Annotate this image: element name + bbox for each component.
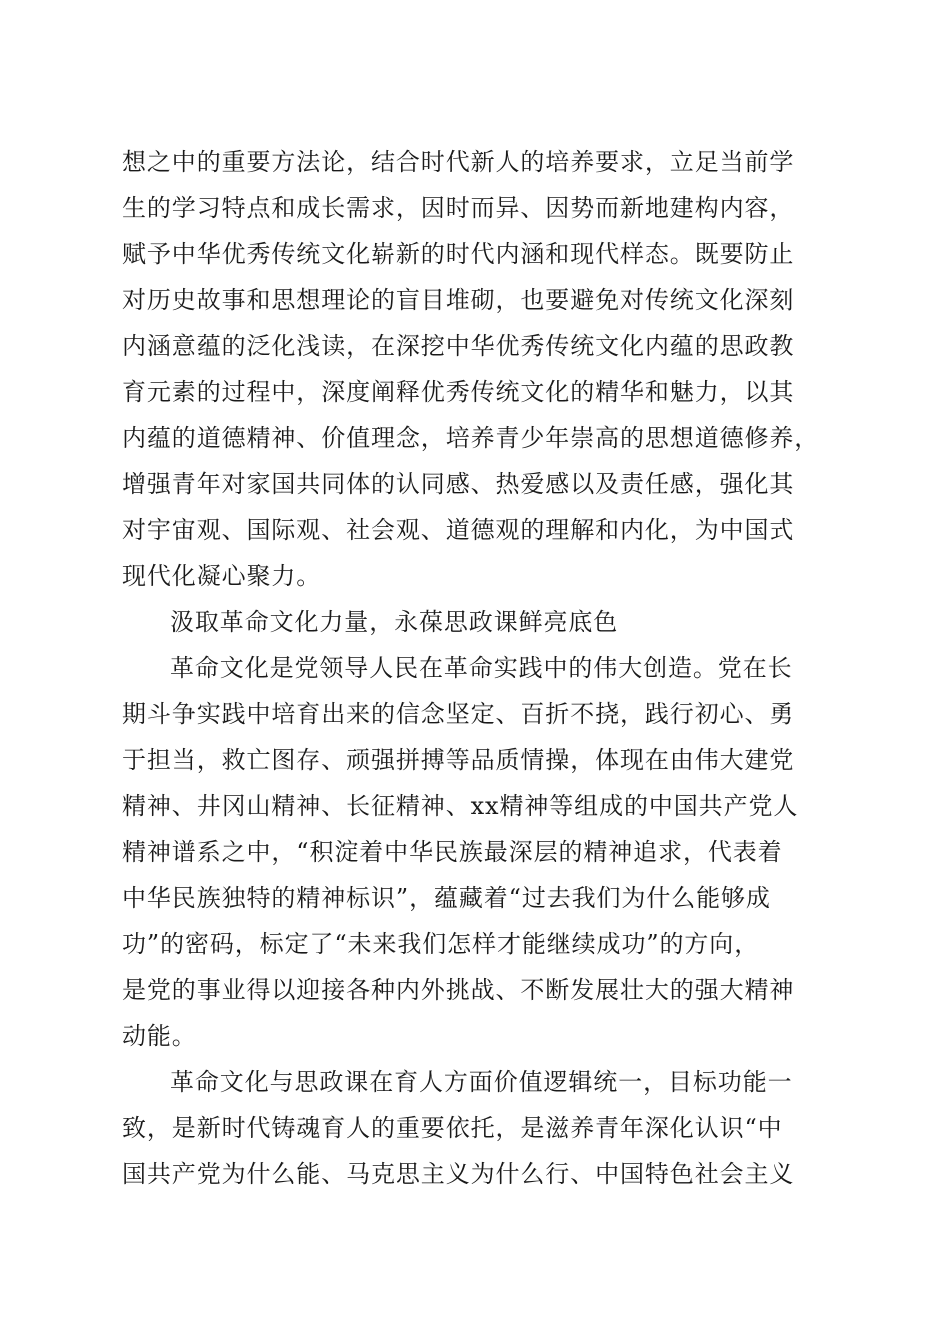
- text-line: 生的学习特点和成长需求，因时而异、因势而新地建构内容，: [122, 194, 795, 222]
- text-line: 内蕴的道德精神、价值理念，培养青少年崇高的思想道德修养，: [122, 424, 820, 452]
- text-line: 国共产党为什么能、马克思主义为什么行、中国特色社会主义: [122, 1160, 795, 1188]
- text-line: 育元素的过程中，深度阐释优秀传统文化的精华和魅力，以其: [122, 378, 795, 406]
- text-line: 革命文化是党领导人民在革命实践中的伟大创造。党在长: [170, 654, 793, 682]
- text-line: 功”的密码，标定了“未来我们怎样才能继续成功”的方向，: [122, 930, 760, 958]
- text-line: 对历史故事和思想理论的盲目堆砌，也要避免对传统文化深刻: [122, 286, 795, 314]
- text-line: 于担当，救亡图存、顽强拼搏等品质情操，体现在由伟大建党: [122, 746, 795, 774]
- text-line: 赋予中华优秀传统文化崭新的时代内涵和现代样态。既要防止: [122, 240, 795, 268]
- text-line: 动能。: [122, 1022, 197, 1050]
- text-line: 期斗争实践中培育出来的信念坚定、百折不挠，践行初心、勇: [122, 700, 795, 728]
- text-line: 现代化凝心聚力。: [122, 562, 322, 590]
- text-line: 内涵意蕴的泛化浅读，在深挖中华优秀传统文化内蕴的思政教: [122, 332, 795, 360]
- text-line: 是党的事业得以迎接各种内外挑战、不断发展壮大的强大精神: [122, 976, 795, 1004]
- text-line: 精神谱系之中，“积淀着中华民族最深层的精神追求，代表着: [122, 838, 783, 866]
- text-line: 想之中的重要方法论，结合时代新人的培养要求，立足当前学: [122, 148, 795, 176]
- text-line: 中华民族独特的精神标识”，蕴藏着“过去我们为什么能够成: [122, 884, 771, 912]
- text-line: 革命文化与思政课在育人方面价值逻辑统一，目标功能一: [170, 1068, 793, 1096]
- text-line: 对宇宙观、国际观、社会观、道德观的理解和内化，为中国式: [122, 516, 795, 544]
- text-line: 致，是新时代铸魂育人的重要依托，是滋养青年深化认识“中: [122, 1114, 783, 1142]
- text-line: 精神、井冈山精神、长征精神、xx精神等组成的中国共产党人: [122, 792, 799, 820]
- text-line: 增强青年对家国共同体的认同感、热爱感以及责任感，强化其: [122, 470, 795, 498]
- section-heading: 汲取革命文化力量，永葆思政课鲜亮底色: [170, 608, 619, 636]
